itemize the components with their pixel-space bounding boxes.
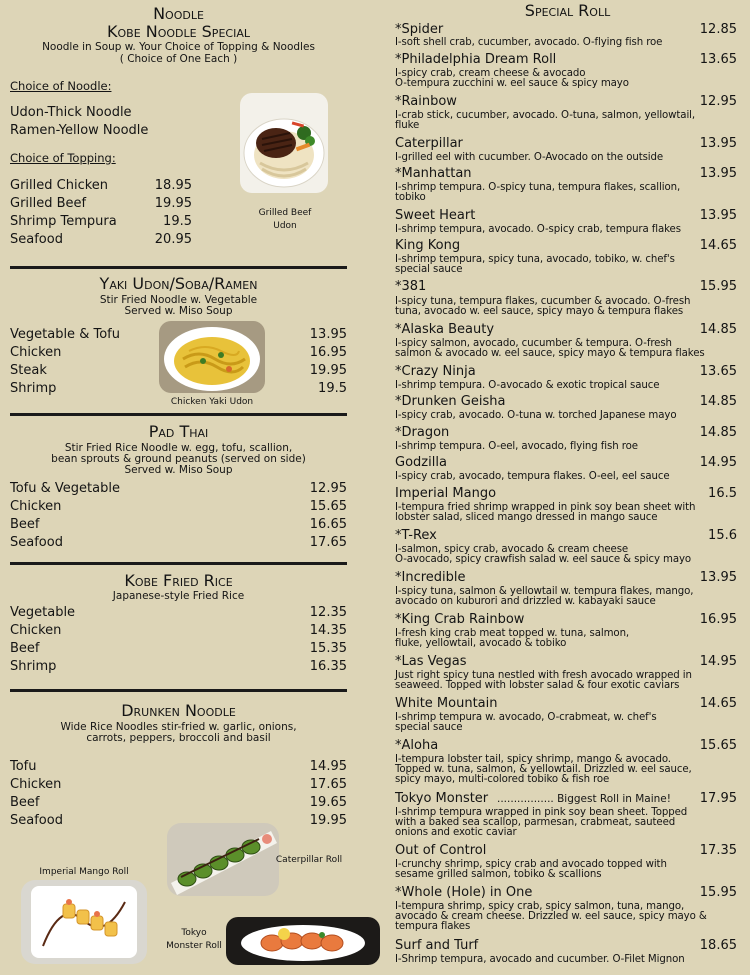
roll-description: I-spicy crab, cream cheese & avocado O-tempura zucchini w. eel sauce & spicy mayo — [395, 68, 629, 89]
noodle-title: Noodle — [153, 4, 204, 23]
roll-price: 13.95 — [699, 570, 737, 585]
fried-rice-item-name: Shrimp — [10, 659, 57, 674]
roll-price: 13.95 — [699, 136, 737, 151]
caterpillar-roll-image — [167, 823, 279, 896]
fried-rice-item-price: 16.35 — [309, 659, 347, 674]
roll-price: 15.6 — [708, 528, 737, 543]
drunken-item-price: 17.65 — [309, 777, 347, 792]
drunken-item-name: Beef — [10, 795, 40, 810]
imperial-mango-roll-image — [21, 880, 147, 964]
choice-of-topping-label: Choice of Topping: — [10, 151, 116, 165]
roll-name: *Incredible — [395, 570, 466, 585]
roll-description: I-spicy crab, avocado. O-tuna w. torched Japanese mayo — [395, 410, 677, 421]
roll-price: 17.95 — [699, 791, 737, 806]
roll-price: 16.95 — [699, 612, 737, 627]
roll-name: Godzilla — [395, 455, 447, 470]
topping-name: Shrimp Tempura — [10, 214, 117, 229]
imperial-mango-roll-photo — [21, 880, 147, 964]
pad-thai-item-name: Chicken — [10, 499, 62, 514]
roll-name: Caterpillar — [395, 136, 463, 151]
roll-name: *Manhattan — [395, 166, 472, 181]
fried-rice-subtitle: Japanese-style Fried Rice — [112, 590, 245, 602]
roll-description: I-spicy crab, avocado, tempura flakes. O-eel, eel sauce — [395, 471, 670, 482]
roll-price: 13.95 — [699, 208, 737, 223]
pad-thai-item-name: Seafood — [10, 535, 63, 550]
roll-price: 15.95 — [699, 885, 737, 900]
section-divider — [10, 266, 347, 269]
topping-name: Grilled Beef — [10, 196, 87, 211]
chicken-yaki-udon-image — [159, 321, 265, 393]
roll-name: Tokyo Monster — [395, 791, 489, 806]
tokyo-monster-roll-caption-2: Monster Roll — [166, 941, 222, 951]
roll-price: 15.65 — [699, 738, 737, 753]
roll-description: I-shrimp tempura, avocado. O-spicy crab, tempura flakes — [395, 224, 681, 235]
tokyo-monster-roll-image — [226, 917, 380, 965]
roll-name: Imperial Mango — [395, 486, 497, 501]
roll-description: I-shrimp tempura wrapped in pink soy bean sheet. Topped with a baked sea scallop, parmesan, crabmeat, sauteed onions and exotic caviar — [395, 807, 688, 838]
roll-price: 12.95 — [699, 94, 737, 109]
roll-description: I-shrimp tempura. O-eel, avocado, flying fish roe — [395, 441, 638, 452]
roll-description: I-shrimp tempura w. avocado, O-crabmeat, w. chef's special sauce — [395, 712, 657, 733]
topping-price: 18.95 — [154, 178, 192, 193]
pad-thai-item-price: 12.95 — [309, 481, 347, 496]
grilled-beef-udon-caption-2: Udon — [273, 221, 297, 231]
roll-price: 14.95 — [699, 455, 737, 470]
roll-description: I-shrimp tempura. O-spicy tuna, tempura flakes, scallion, tobiko — [395, 182, 681, 203]
imperial-mango-roll-caption: Imperial Mango Roll — [39, 867, 129, 877]
chicken-yaki-udon-photo — [159, 321, 265, 393]
pad-thai-subtitle: Stir Fried Rice Noodle w. egg, tofu, scallion, — [64, 442, 293, 454]
roll-description: I-Shrimp tempura, avocado and cucumber. O-Filet Mignon — [395, 954, 685, 965]
roll-description: I-fresh king crab meat topped w. tuna, salmon, fluke, yellowtail, avocado & tobiko — [395, 628, 630, 649]
yaki-subtitle-2: Served w. Miso Soup — [124, 305, 233, 317]
pad-thai-item-price: 15.65 — [309, 499, 347, 514]
roll-price: 13.95 — [699, 166, 737, 181]
roll-name: *Crazy Ninja — [395, 364, 476, 379]
roll-description: I-crunchy shrimp, spicy crab and avocado topped with sesame grilled salmon, tobiko & scallions — [395, 859, 667, 880]
noodle-option: Udon-Thick Noodle — [10, 105, 132, 120]
roll-price: 14.95 — [699, 654, 737, 669]
roll-name: *Alaska Beauty — [395, 322, 495, 337]
special-roll-title: Special Roll — [524, 1, 611, 20]
fried-rice-item-name: Chicken — [10, 623, 62, 638]
roll-name: *Las Vegas — [395, 654, 467, 669]
drunken-noodle-subtitle-2: carrots, peppers, broccoli and basil — [86, 732, 271, 744]
roll-name: *Whole (Hole) in One — [395, 885, 533, 900]
pad-thai-item-price: 16.65 — [309, 517, 347, 532]
roll-price: 17.35 — [699, 843, 737, 858]
roll-description: I-soft shell crab, cucumber, avocado. O-flying fish roe — [395, 37, 663, 48]
roll-price: 18.65 — [699, 938, 737, 953]
fried-rice-title: Kobe Fried Rice — [124, 571, 233, 590]
yaki-item-name: Vegetable & Tofu — [10, 327, 120, 342]
roll-description: Just right spicy tuna nestled with fresh avocado wrapped in seaweed. Topped with lobster salad & four exotic caviars — [395, 670, 692, 691]
caterpillar-roll-photo — [167, 823, 279, 896]
drunken-item-price: 19.95 — [309, 813, 347, 828]
roll-description: I-tempura lobster tail, spicy shrimp, mango & avocado. Topped w. tuna, salmon, & yellowtail. Drizzled w. eel sauce, spicy mayo, multi-colored tobiko & fish roe — [395, 754, 692, 785]
roll-price: 14.85 — [699, 425, 737, 440]
fried-rice-item-price: 12.35 — [309, 605, 347, 620]
choice-of-noodle-label: Choice of Noodle: — [10, 79, 112, 93]
noodle-subtitle-note: ( Choice of One Each ) — [119, 53, 238, 65]
drunken-noodle-subtitle: Wide Rice Noodles stir-fried w. garlic, onions, — [60, 721, 297, 733]
grilled-beef-udon-caption: Grilled Beef — [258, 208, 312, 218]
roll-name: *T-Rex — [395, 528, 437, 543]
yaki-item-name: Steak — [10, 363, 47, 378]
topping-name: Grilled Chicken — [10, 178, 109, 193]
roll-name: *Philadelphia Dream Roll — [395, 52, 557, 67]
yaki-item-price: 13.95 — [309, 327, 347, 342]
kobe-noodle-special-title: Kobe Noodle Special — [107, 22, 250, 41]
roll-description: I-spicy tuna, salmon & yellowtail w. tempura flakes, mango, avocado on kuburori and drizzled w. kabayaki sauce — [395, 586, 694, 607]
roll-note: ................. Biggest Roll in Maine! — [497, 793, 671, 805]
roll-name: *Drunken Geisha — [395, 394, 506, 409]
yaki-title: Yaki Udon/Soba/Ramen — [99, 274, 258, 293]
drunken-item-name: Tofu — [10, 759, 37, 774]
roll-name: Surf and Turf — [395, 938, 479, 953]
yaki-item-price: 19.95 — [309, 363, 347, 378]
roll-price: 14.65 — [699, 696, 737, 711]
roll-description: I-crab stick, cucumber, avocado. O-tuna, salmon, yellowtail, fluke — [395, 110, 696, 131]
pad-thai-item-name: Beef — [10, 517, 40, 532]
pad-thai-item-price: 17.65 — [309, 535, 347, 550]
yaki-item-price: 19.5 — [318, 381, 347, 396]
fried-rice-item-name: Beef — [10, 641, 40, 656]
roll-description: I-spicy salmon, avocado, cucumber & tempura. O-fresh salmon & avocado w. eel sauce, spicy mayo & tempura flakes — [395, 338, 705, 359]
pad-thai-subtitle-2: bean sprouts & ground peanuts (served on side) — [51, 453, 306, 465]
fried-rice-item-name: Vegetable — [10, 605, 76, 620]
pad-thai-item-name: Tofu & Vegetable — [10, 481, 120, 496]
roll-name: King Kong — [395, 238, 461, 253]
caterpillar-roll-caption: Caterpillar Roll — [275, 855, 343, 865]
roll-description: I-shrimp tempura. O-avocado & exotic tropical sauce — [395, 380, 660, 391]
section-divider — [10, 689, 347, 692]
roll-price: 14.85 — [699, 322, 737, 337]
pad-thai-title: Pad Thai — [148, 422, 209, 441]
topping-price: 19.95 — [154, 196, 192, 211]
roll-price: 14.85 — [699, 394, 737, 409]
drunken-item-price: 19.65 — [309, 795, 347, 810]
roll-price: 16.5 — [708, 486, 737, 501]
tokyo-monster-roll-caption: Tokyo — [181, 928, 207, 938]
roll-name: *Spider — [395, 22, 444, 37]
chicken-yaki-udon-caption: Chicken Yaki Udon — [170, 397, 254, 407]
roll-description: I-tempura fried shrimp wrapped in pink soy bean sheet with lobster salad, sliced mango dressed in mango sauce — [395, 502, 696, 523]
fried-rice-item-price: 15.35 — [309, 641, 347, 656]
drunken-item-price: 14.95 — [309, 759, 347, 774]
yaki-item-name: Chicken — [10, 345, 62, 360]
section-divider — [10, 562, 347, 565]
drunken-noodle-title: Drunken Noodle — [121, 701, 236, 720]
drunken-item-name: Chicken — [10, 777, 62, 792]
roll-name: *Aloha — [395, 738, 439, 753]
topping-price: 20.95 — [154, 232, 192, 247]
section-divider — [10, 413, 347, 416]
roll-name: *King Crab Rainbow — [395, 612, 525, 627]
roll-name: *Rainbow — [395, 94, 457, 109]
yaki-item-name: Shrimp — [10, 381, 57, 396]
grilled-beef-udon-photo — [240, 93, 328, 193]
roll-price: 15.95 — [699, 279, 737, 294]
roll-name: *Dragon — [395, 425, 450, 440]
roll-price: 12.85 — [699, 22, 737, 37]
roll-name: Sweet Heart — [395, 208, 476, 223]
roll-price: 14.65 — [699, 238, 737, 253]
roll-price: 13.65 — [699, 364, 737, 379]
grilled-beef-udon-image — [240, 93, 328, 193]
drunken-item-name: Seafood — [10, 813, 63, 828]
topping-name: Seafood — [10, 232, 63, 247]
topping-price: 19.5 — [163, 214, 192, 229]
roll-description: I-spicy tuna, tempura flakes, cucumber & avocado. O-fresh tuna, avocado w. eel sauce, spicy mayo & tempura flakes — [395, 296, 691, 317]
roll-description: I-tempura shrimp, spicy crab, spicy salmon, tuna, mango, avocado & cream cheese. Drizzled w. eel sauce, spicy mayo & tempura flakes — [395, 901, 707, 932]
tokyo-monster-roll-photo — [226, 917, 380, 965]
roll-name: White Mountain — [395, 696, 498, 711]
roll-name: *381 — [395, 279, 427, 294]
roll-description: I-shrimp tempura, spicy tuna, avocado, tobiko, w. chef's special sauce — [395, 254, 675, 275]
noodle-option: Ramen-Yellow Noodle — [10, 123, 149, 138]
yaki-subtitle: Stir Fried Noodle w. Vegetable — [99, 294, 258, 306]
roll-price: 13.65 — [699, 52, 737, 67]
roll-description: I-salmon, spicy crab, avocado & cream cheese O-avocado, spicy crawfish salad w. eel sauce & spicy mayo — [395, 544, 692, 565]
roll-description: I-grilled eel with cucumber. O-Avocado on the outside — [395, 152, 664, 163]
noodle-subtitle: Noodle in Soup w. Your Choice of Topping & Noodles — [42, 41, 315, 53]
fried-rice-item-price: 14.35 — [309, 623, 347, 638]
yaki-item-price: 16.95 — [309, 345, 347, 360]
pad-thai-subtitle-3: Served w. Miso Soup — [124, 464, 233, 476]
roll-name: Out of Control — [395, 843, 487, 858]
